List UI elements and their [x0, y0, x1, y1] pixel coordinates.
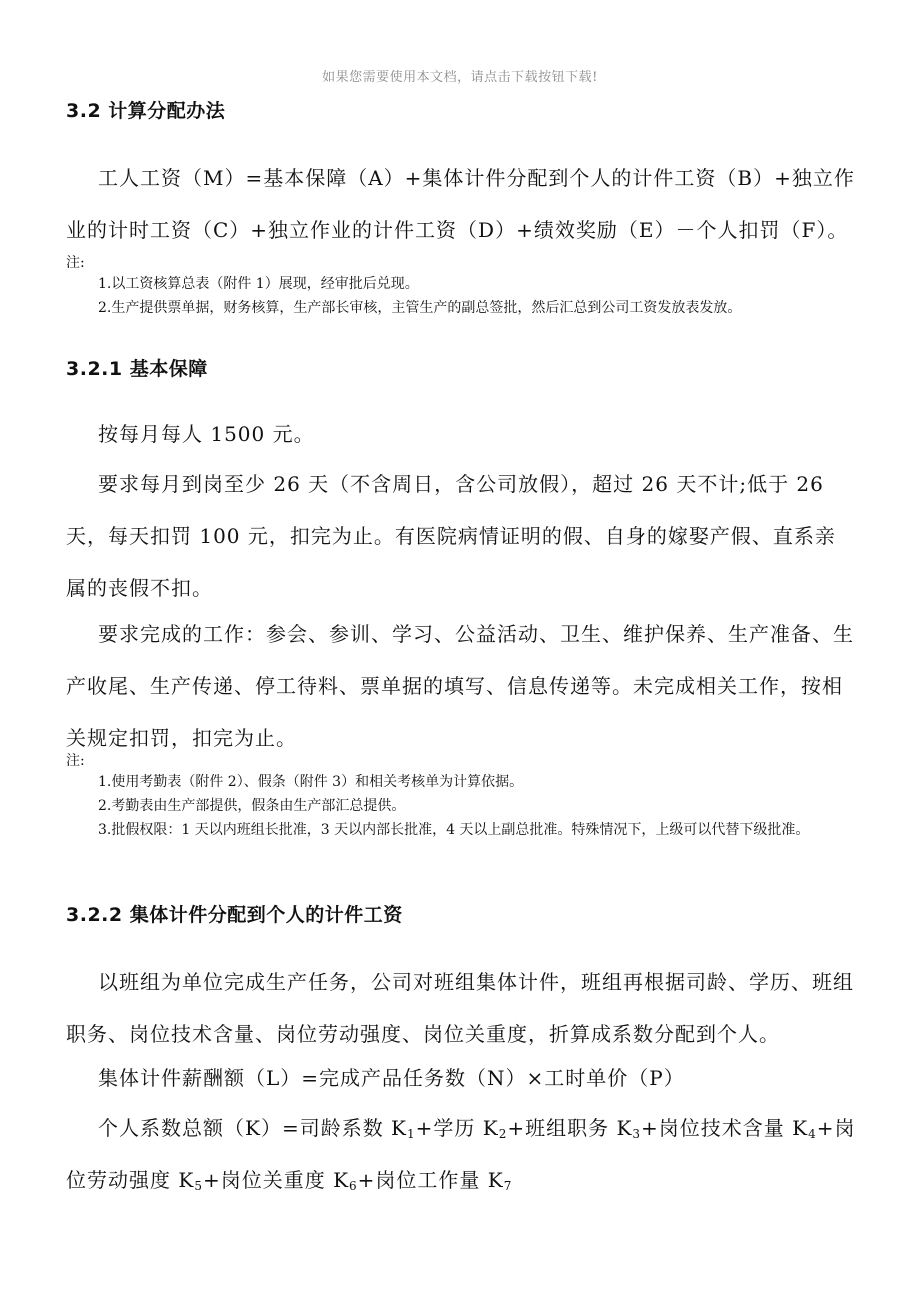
paragraph: 要求完成的工作：参会、参训、学习、公益活动、卫生、维护保养、生产准备、生产收尾、生产传递、停工待料、票单据的填写、信息传递等。未完成相关工作，按相关规定扣罚，扣完为止。 [66, 622, 854, 750]
subscript: 7 [503, 1179, 513, 1193]
formula-text: +岗位工作量 K [357, 1168, 504, 1192]
formula-text: +班组职务 K [507, 1116, 633, 1140]
note-label: 注: [66, 753, 85, 769]
paragraph: 以班组为单位完成生产任务，公司对班组集体计件，班组再根据司龄、学历、班组职务、岗位技术含量、岗位劳动强度、岗位关重度，折算成系数分配到个人。 [66, 970, 854, 1046]
note-item: 3.批假权限：1 天以内班组长批准，3 天以内部长批准，4 天以上副总批准。特殊情况下，上级可以代替下级批准。 [98, 822, 810, 838]
subscript: 3 [632, 1127, 642, 1141]
paragraph: 要求每月到岗至少 26 天（不含周日，含公司放假），超过 26 天不计;低于 26 天，每天扣罚 100 元，扣完为止。有医院病情证明的假、自身的嫁娶产假、直系亲属的丧假不扣。 [66, 472, 836, 600]
formula-text: +学历 K [415, 1116, 499, 1140]
note-item: 2.生产提供票单据，财务核算，生产部长审核，主管生产的副总签批，然后汇总到公司工资发放表发放。 [98, 300, 742, 316]
note-item: 1.以工资核算总表（附件 1）展现，经审批后兑现。 [98, 276, 419, 292]
paragraph: 按每月每人 1500 元。 [98, 422, 315, 446]
coefficient-formula [66, 1102, 856, 1206]
paragraph: 集体计件薪酬额（L）=完成产品任务数（N）×工时单价（P） [98, 1066, 685, 1090]
download-header-note: 如果您需要使用本文档，请点击下载按钮下载! [322, 70, 598, 85]
formula-text: 个人系数总额（K）=司龄系数 K [98, 1116, 407, 1140]
section-title-3-2: 3.2 计算分配办法 [66, 100, 226, 122]
section-title-3-2-2: 3.2.2 集体计件分配到个人的计件工资 [66, 904, 403, 926]
note-item: 1.使用考勤表（附件 2）、假条（附件 3）和相关考核单为计算依据。 [98, 774, 524, 790]
subscript: 1 [407, 1127, 416, 1141]
section-title-3-2-1: 3.2.1 基本保障 [66, 358, 208, 380]
note-item: 2.考勤表由生产部提供，假条由生产部汇总提供。 [98, 798, 406, 814]
note-label: 注: [66, 255, 85, 271]
subscript: 5 [194, 1179, 203, 1193]
formula-text: +岗位技术含量 K [641, 1116, 809, 1140]
subscript: 6 [349, 1179, 358, 1193]
formula-text: +岗位关重度 K [202, 1168, 350, 1192]
formula-text: +岗位劳动强度 K [66, 1116, 856, 1192]
subscript: 4 [808, 1127, 817, 1141]
subscript: 2 [498, 1127, 508, 1141]
formula-paragraph: 工人工资（M）=基本保障（A）+集体计件分配到个人的计件工资（B）+独立作业的计时工资（C）+独立作业的计件工资（D）+绩效奖励（E）－个人扣罚（F）。 [66, 166, 855, 242]
